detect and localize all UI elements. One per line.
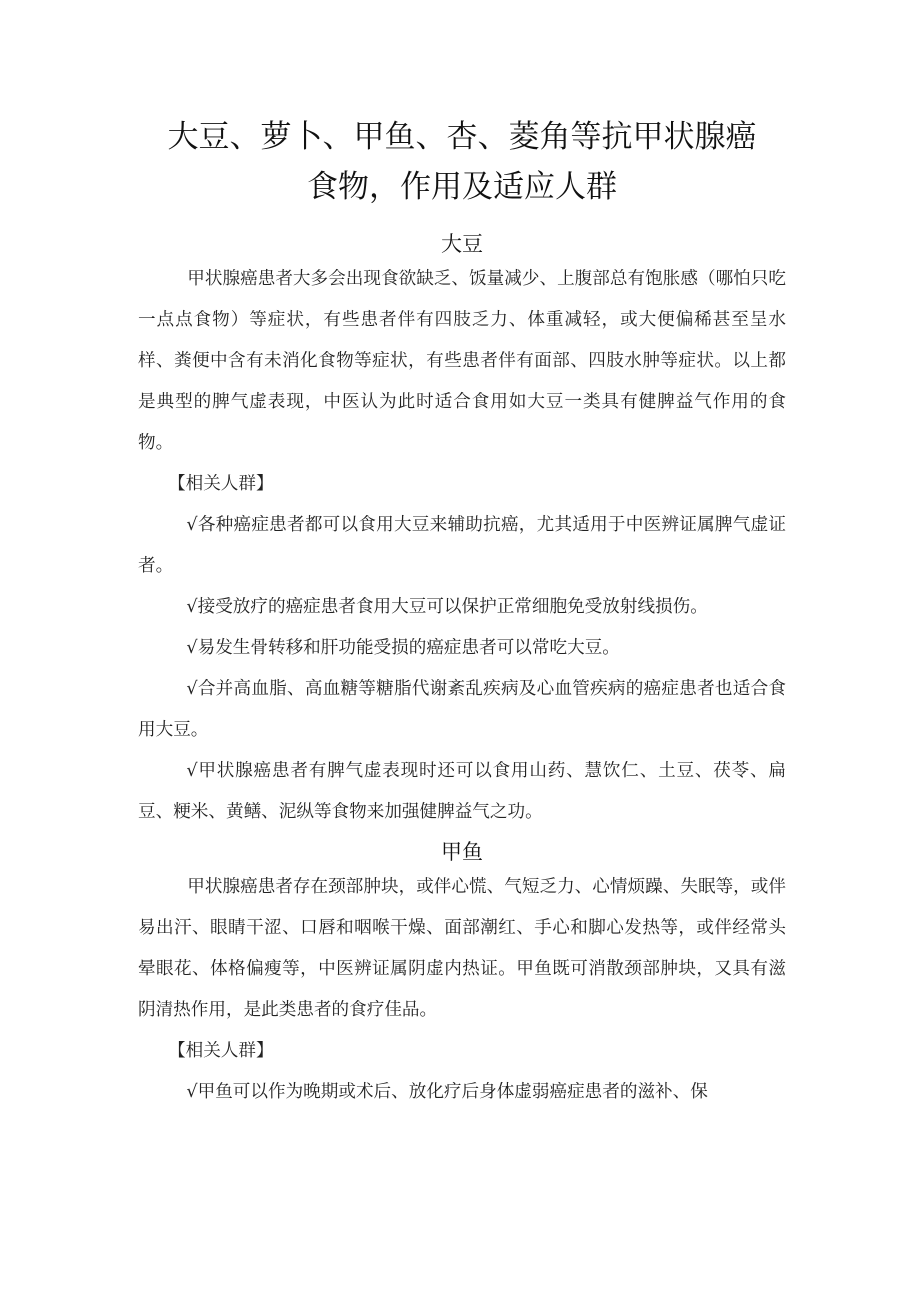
document-title: [138, 112, 786, 212]
checklist-item: √合并高血脂、高血糖等糖脂代谢紊乱疾病及心血管疾病的癌症患者也适合食用大豆。: [138, 679, 786, 740]
section-intro: 甲状腺癌患者存在颈部肿块，或伴心慌、气短乏力、心情烦躁、失眠等，或伴易出汗、眼睛干涩、口唇和咽喉干燥、面部潮红、手心和脚心发热等，或伴经常头晕眼花、体格偏瘦等，中医辨证属阴虚内热证。甲鱼既可消散颈部肿块，又具有滋阴清热作用，是此类患者的食疗佳品。: [138, 877, 786, 1020]
section-turtle: [138, 837, 786, 1113]
checklist-item: √甲状腺癌患者有脾气虚表现时还可以食用山药、慧饮仁、土豆、茯苓、扁豆、粳米、黄鳝、泥纵等食物来加强健脾益气之功。: [138, 761, 786, 822]
title-line-1: 大豆、萝卜、甲鱼、杏、菱角等抗甲状腺癌: [167, 119, 757, 155]
title-line-2: 食物，作用及适应人群: [307, 169, 617, 205]
section-heading: 甲鱼: [441, 840, 483, 864]
related-group-label: 【相关人群】: [168, 1041, 274, 1061]
related-group-label: 【相关人群】: [168, 474, 274, 494]
section-soybean: [138, 229, 786, 833]
checklist-item: √甲鱼可以作为晚期或术后、放化疗后身体虚弱癌症患者的滋补、保: [186, 1082, 708, 1102]
section-intro: 甲状腺癌患者大多会出现食欲缺乏、饭量减少、上腹部总有饱胀感（哪怕只吃一点点食物）等症状，有些患者伴有四肢乏力、体重减轻，或大便偏稀甚至呈水样、粪便中含有未消化食物等症状，有些患者伴有面部、四肢水肿等症状。以上都是典型的脾气虚表现，中医认为此时适合食用如大豆一类具有健脾益气作用的食物。: [138, 269, 786, 453]
checklist-item: √接受放疗的癌症患者食用大豆可以保护正常细胞免受放射线损伤。: [186, 597, 708, 617]
checklist-item: √易发生骨转移和肝功能受损的癌症患者可以常吃大豆。: [186, 638, 620, 658]
checklist-item: √各种癌症患者都可以食用大豆来辅助抗癌，尤其适用于中医辨证属脾气虚证者。: [138, 515, 786, 576]
document-page: [138, 112, 786, 1113]
section-heading: 大豆: [441, 232, 483, 256]
